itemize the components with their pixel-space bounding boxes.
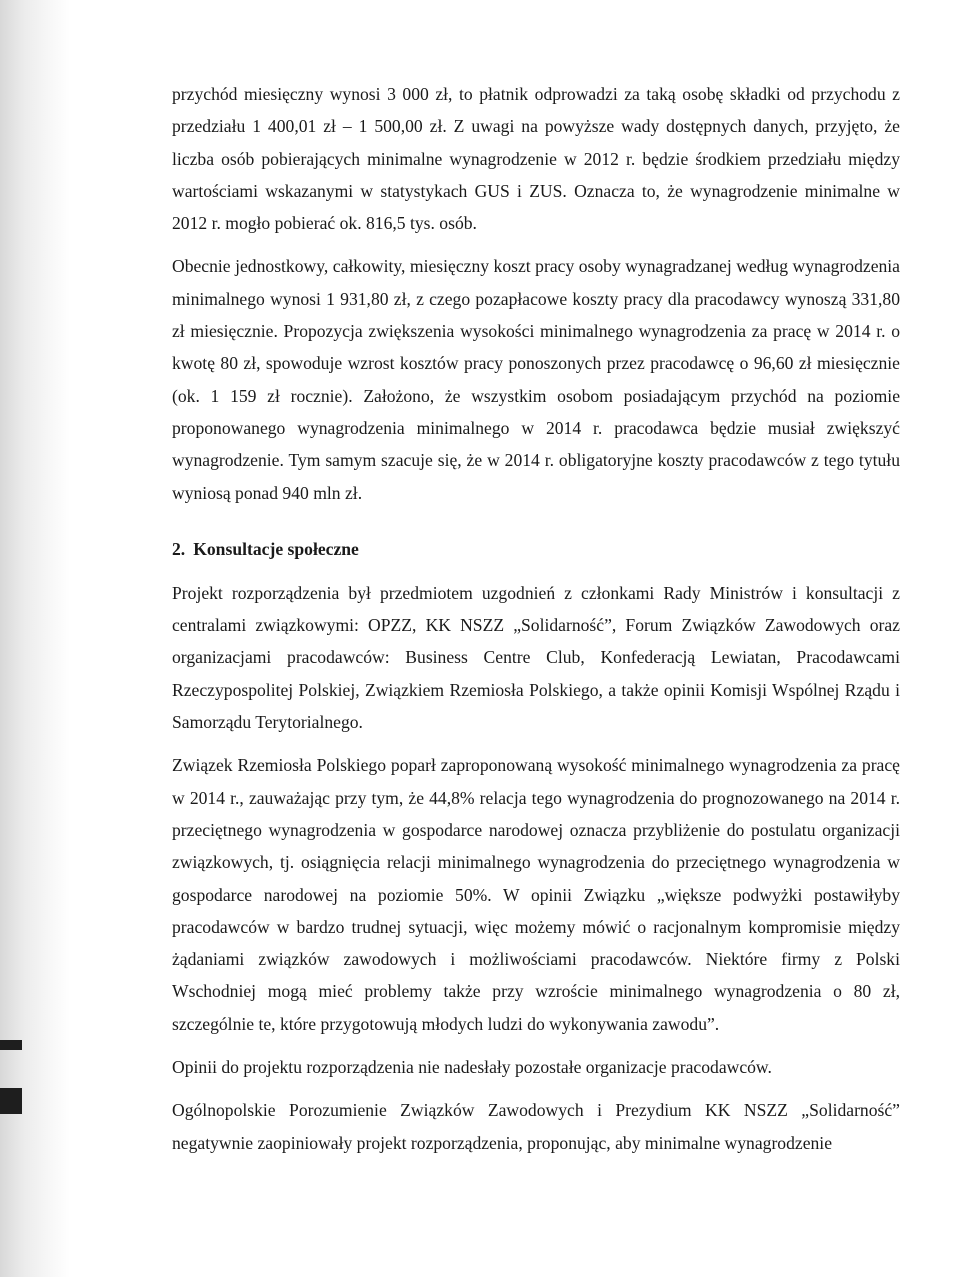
scan-margin-mark: [0, 1040, 22, 1050]
paragraph-labor-cost: Obecnie jednostkowy, całkowity, miesięczny koszt pracy osoby wynagradzanej według wynagrodzenia minimalnego wynosi 1 931,80 zł, z czego pozapłacowe koszty pracy dla pracodawcy wynoszą 331,80 zł miesięcznie. Propozycja zwiększenia wysokości minimalnego wynagrodzenia za pracę w 2014 r. o kwotę 80 zł, spowoduje wzrost kosztów pracy ponoszonych przez pracodawcę o 96,60 zł miesięcznie (ok. 1 159 zł rocznie). Założono, że wszystkim osobom posiadającym przychód na poziomie proponowanego wynagrodzenia minimalnego w 2014 r. pracodawca będzie musiał zwiększyć wynagrodzenie. Tym samym szacuje się, że w 2014 r. obligatoryjne koszty pracodawców z tego tytułu wyniosą ponad 940 mln zł.: [172, 256, 900, 503]
paragraph-respondent-estimate: przychód miesięczny wynosi 3 000 zł, to płatnik odprowadzi za taką osobę składki od przychodu z przedziału 1 400,01 zł – 1 500,00 zł. Z uwagi na powyższe wady dostępnych danych, przyjęto, że liczba osób pobierających minimalne wynagrodzenie w 2012 r. będzie środkiem przedziału między wartościami wskazanymi w statystykach GUS i ZUS. Oznacza to, że wynagrodzenie minimalne w 2012 r. mogło pobierać ok. 816,5 tys. osób.: [172, 84, 900, 234]
section-number: 2.: [172, 538, 186, 559]
document-page: [172, 78, 900, 1159]
paragraph-consultation-scope: Projekt rozporządzenia był przedmiotem uzgodnień z członkami Rady Ministrów i konsultacji z centralami związkowymi: OPZZ, KK NSZZ „Solidarność”, Forum Związków Zawodowych oraz organizacjami pracodawców: Business Centre Club, Konfederacją Lewiatan, Pracodawcami Rzeczypospolitej Polskiej, Związkiem Rzemiosła Polskiego, a także opinii Komisji Wspólnej Rządu i Samorządu Terytorialnego.: [172, 582, 900, 733]
section-heading: [172, 535, 900, 563]
paragraph-unions-negative-opinion: Ogólnopolskie Porozumienie Związków Zawodowych i Prezydium KK NSZZ „Solidarność” negatywnie zaopiniowały projekt rozporządzenia, proponując, aby minimalne wynagrodzenie: [172, 1100, 900, 1153]
paragraph-no-other-opinions: Opinii do projektu rozporządzenia nie nadesłały pozostałe organizacje pracodawców.: [172, 1057, 772, 1078]
scan-edge-shadow: [0, 0, 70, 1277]
section-title: Konsultacje społeczne: [193, 538, 359, 559]
paragraph-crafts-union-opinion: Związek Rzemiosła Polskiego poparł zaproponowaną wysokość minimalnego wynagrodzenia za pracę w 2014 r., zauważając przy tym, że 44,8% relacja tego wynagrodzenia do prognozowanego na 2014 r. przeciętnego wynagrodzenia w gospodarce narodowej oznacza przybliżenie do postulatu organizacji związkowych, tj. osiągnięcia relacji minimalnego wynagrodzenia do przeciętnego wynagrodzenia w gospodarce narodowej na poziomie 50%. W opinii Związku „większe podwyżki postawiłyby pracodawców w bardzo trudnej sytuacji, więc możemy mówić o racjonalnym kompromisie między żądaniami związków zawodowych i możliwościami pracodawców. Niektóre firmy z Polski Wschodniej mogą mieć problemy także przy wzroście minimalnego wynagrodzenia o 80 zł, szczególnie te, które przygotowują młodych ludzi do wykonywania zawodu”.: [172, 755, 900, 1034]
scan-margin-mark: [0, 1088, 22, 1114]
